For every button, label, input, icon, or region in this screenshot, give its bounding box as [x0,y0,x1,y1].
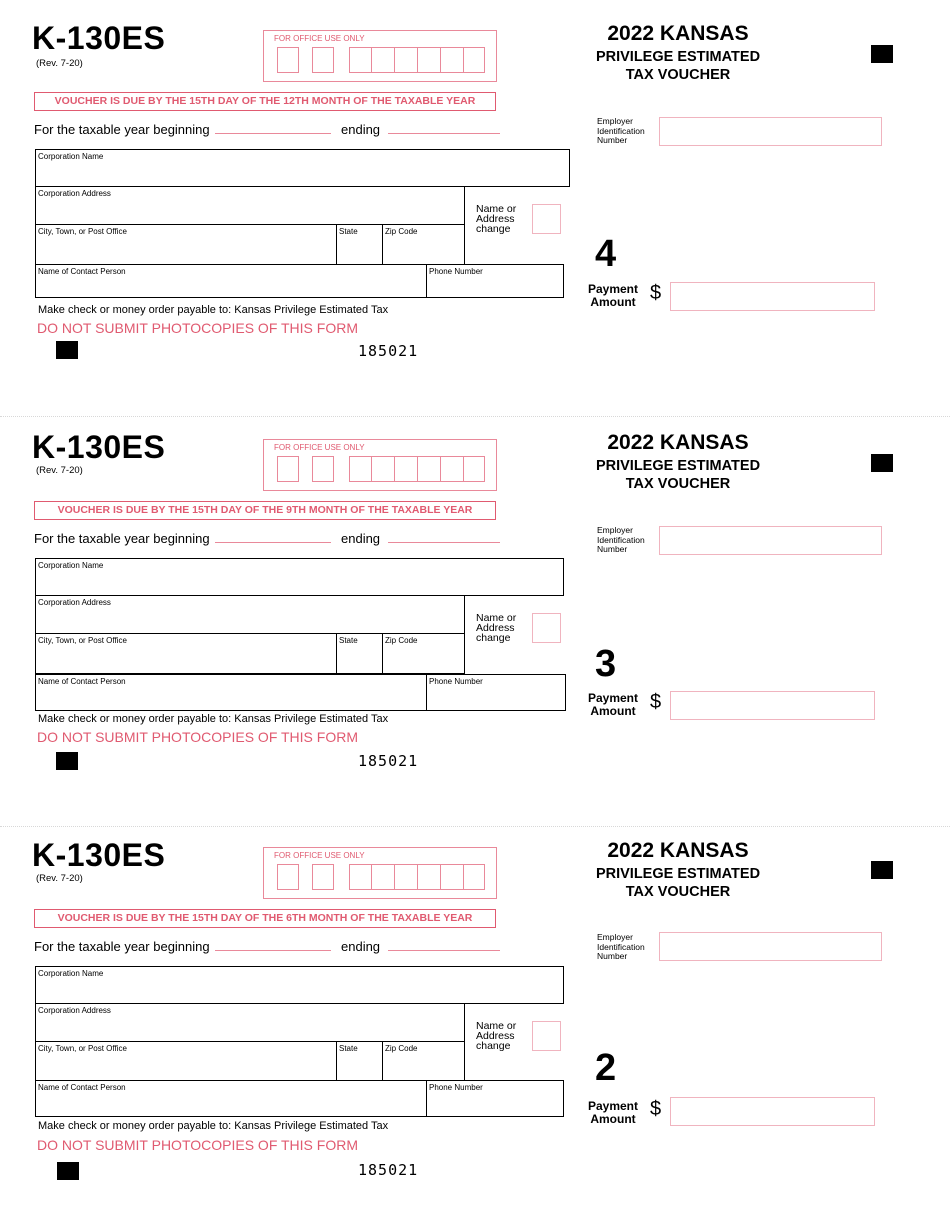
contact-person-label: Name of Contact Person [38,1083,126,1092]
voucher-title-year: 2022 KANSAS [607,431,749,454]
payment-amount-label: Payment Amount [587,1099,639,1126]
year-ending-field[interactable] [388,542,500,543]
voucher-title-sub [578,457,778,493]
voucher-number: 3 [595,643,617,685]
contact-person-field[interactable] [35,264,427,298]
office-use-cell [371,47,394,73]
name-address-change-checkbox[interactable] [532,204,561,234]
payment-amount-field[interactable] [670,282,875,311]
registration-mark [56,752,78,770]
office-use-cell [312,456,334,482]
office-use-cell [394,47,417,73]
corporation-address-field[interactable] [35,1003,465,1042]
payable-instruction: Make check or money order payable to: Kansas Privilege Estimated Tax [38,1120,389,1132]
city-label: City, Town, or Post Office [38,227,127,236]
phone-number-field[interactable] [426,674,566,711]
dollar-sign: $ [650,282,662,304]
payment-amount-field[interactable] [670,1097,875,1126]
state-field[interactable] [336,1041,383,1081]
ending-label: ending [341,122,381,137]
no-photocopies-warning: DO NOT SUBMIT PHOTOCOPIES OF THIS FORM [37,1137,358,1153]
revision: (Rev. 7-20) [36,465,83,476]
office-use-cell [277,864,299,890]
state-field[interactable] [336,224,383,265]
voucher-title-line3: TAX VOUCHER [625,884,731,900]
corporation-address-label: Corporation Address [38,189,111,198]
registration-mark [56,341,78,359]
city-label: City, Town, or Post Office [38,1044,127,1053]
office-use-box [263,30,497,82]
registration-mark [871,861,893,879]
city-field[interactable] [35,1041,337,1081]
office-use-cell [394,864,417,890]
corporation-name-field[interactable] [35,149,570,187]
office-use-cell [277,456,299,482]
zip-label: Zip Code [385,227,418,236]
payable-instruction: Make check or money order payable to: Kansas Privilege Estimated Tax [38,713,389,725]
due-notice: VOUCHER IS DUE BY THE 15TH DAY OF THE 9TH MONTH OF THE TAXABLE YEAR [34,501,496,520]
scan-line-number: 185021 [358,1161,419,1179]
phone-number-label: Phone Number [429,1083,483,1092]
corporation-name-label: Corporation Name [38,561,104,570]
office-use-cell [371,864,394,890]
office-use-cell [440,47,463,73]
office-use-cell [417,47,440,73]
due-notice: VOUCHER IS DUE BY THE 15TH DAY OF THE 6TH MONTH OF THE TAXABLE YEAR [34,909,496,928]
dollar-sign: $ [650,691,662,713]
office-use-cell [394,456,417,482]
office-use-cell [440,864,463,890]
registration-mark [871,45,893,63]
form-code: K-130ES [32,429,166,465]
contact-person-field[interactable] [35,674,427,711]
city-field[interactable] [35,633,337,674]
voucher-2 [0,817,950,1225]
voucher-title-line2: PRIVILEGE ESTIMATED [595,49,761,65]
office-use-cell [371,456,394,482]
voucher-title-year: 2022 KANSAS [607,839,749,862]
zip-label: Zip Code [385,636,418,645]
office-use-cell [417,864,440,890]
corporation-address-field[interactable] [35,595,465,634]
state-label: State [339,1044,358,1053]
zip-label: Zip Code [385,1044,418,1053]
corporation-name-field[interactable] [35,558,564,596]
office-use-box [263,847,497,899]
contact-person-label: Name of Contact Person [38,267,126,276]
payment-amount-field[interactable] [670,691,875,720]
revision: (Rev. 7-20) [36,58,83,69]
name-address-change-label: Name or Address change [476,203,517,235]
taxable-year-label: For the taxable year beginning [34,939,210,954]
name-address-change-label: Name or Address change [476,612,517,644]
year-beginning-field[interactable] [215,950,331,951]
phone-number-label: Phone Number [429,677,483,686]
contact-person-label: Name of Contact Person [38,677,126,686]
form-code: K-130ES [32,837,166,873]
office-use-cell [312,864,334,890]
state-label: State [339,636,358,645]
corporation-name-label: Corporation Name [38,152,104,161]
dollar-sign: $ [650,1098,662,1120]
office-use-cell [440,456,463,482]
year-ending-field[interactable] [388,133,500,134]
taxable-year-label: For the taxable year beginning [34,122,210,137]
state-field[interactable] [336,633,383,674]
office-use-cell [417,456,440,482]
payment-amount-label: Payment Amount [587,282,639,309]
contact-person-field[interactable] [35,1080,427,1117]
taxable-year-label: For the taxable year beginning [34,531,210,546]
corporation-name-field[interactable] [35,966,564,1004]
voucher-title-sub [578,865,778,901]
voucher-4 [0,0,950,408]
no-photocopies-warning: DO NOT SUBMIT PHOTOCOPIES OF THIS FORM [37,729,358,745]
zip-field[interactable] [382,224,465,265]
form-code: K-130ES [32,20,166,56]
payment-amount-label: Payment Amount [587,691,639,718]
year-beginning-field[interactable] [215,133,331,134]
office-use-cell [463,47,485,73]
ein-field[interactable] [659,526,882,555]
name-address-change-checkbox[interactable] [532,1021,561,1051]
revision: (Rev. 7-20) [36,873,83,884]
voucher-3 [0,409,950,817]
no-photocopies-warning: DO NOT SUBMIT PHOTOCOPIES OF THIS FORM [37,320,358,336]
office-use-label: FOR OFFICE USE ONLY [274,851,365,860]
ein-label: Employer Identification Number [597,116,645,145]
year-beginning-field[interactable] [215,542,331,543]
voucher-number: 2 [595,1047,617,1089]
city-label: City, Town, or Post Office [38,636,127,645]
office-use-label: FOR OFFICE USE ONLY [274,34,365,43]
voucher-title-line3: TAX VOUCHER [625,67,731,83]
phone-number-field[interactable] [426,264,564,298]
phone-number-label: Phone Number [429,267,483,276]
scan-line-number: 185021 [358,342,419,360]
state-label: State [339,227,358,236]
phone-number-field[interactable] [426,1080,564,1117]
voucher-title-line2: PRIVILEGE ESTIMATED [595,458,761,474]
office-use-cell [463,456,485,482]
registration-mark [57,1162,79,1180]
due-notice: VOUCHER IS DUE BY THE 15TH DAY OF THE 12TH MONTH OF THE TAXABLE YEAR [34,92,496,111]
registration-mark [871,454,893,472]
corporation-address-field[interactable] [35,186,465,225]
name-address-change-checkbox[interactable] [532,613,561,643]
office-use-cell [277,47,299,73]
year-ending-field[interactable] [388,950,500,951]
office-use-cell [312,47,334,73]
office-use-cell [463,864,485,890]
voucher-title-line3: TAX VOUCHER [625,476,731,492]
voucher-title-sub [578,48,778,84]
ein-field[interactable] [659,117,882,146]
ein-label: Employer Identification Number [597,525,645,554]
voucher-title-year: 2022 KANSAS [607,22,749,45]
city-field[interactable] [35,224,337,265]
office-use-box [263,439,497,491]
zip-field[interactable] [382,1041,465,1081]
payable-instruction: Make check or money order payable to: Kansas Privilege Estimated Tax [38,304,389,316]
voucher-number: 4 [595,233,617,275]
ein-label: Employer Identification Number [597,932,645,961]
ein-field[interactable] [659,932,882,961]
corporation-name-label: Corporation Name [38,969,104,978]
zip-field[interactable] [382,633,465,674]
corporation-address-label: Corporation Address [38,1006,111,1015]
scan-line-number: 185021 [358,752,419,770]
office-use-label: FOR OFFICE USE ONLY [274,443,365,452]
name-address-change-label: Name or Address change [476,1020,517,1052]
ending-label: ending [341,531,381,546]
corporation-address-label: Corporation Address [38,598,111,607]
voucher-title-line2: PRIVILEGE ESTIMATED [595,866,761,882]
ending-label: ending [341,939,381,954]
